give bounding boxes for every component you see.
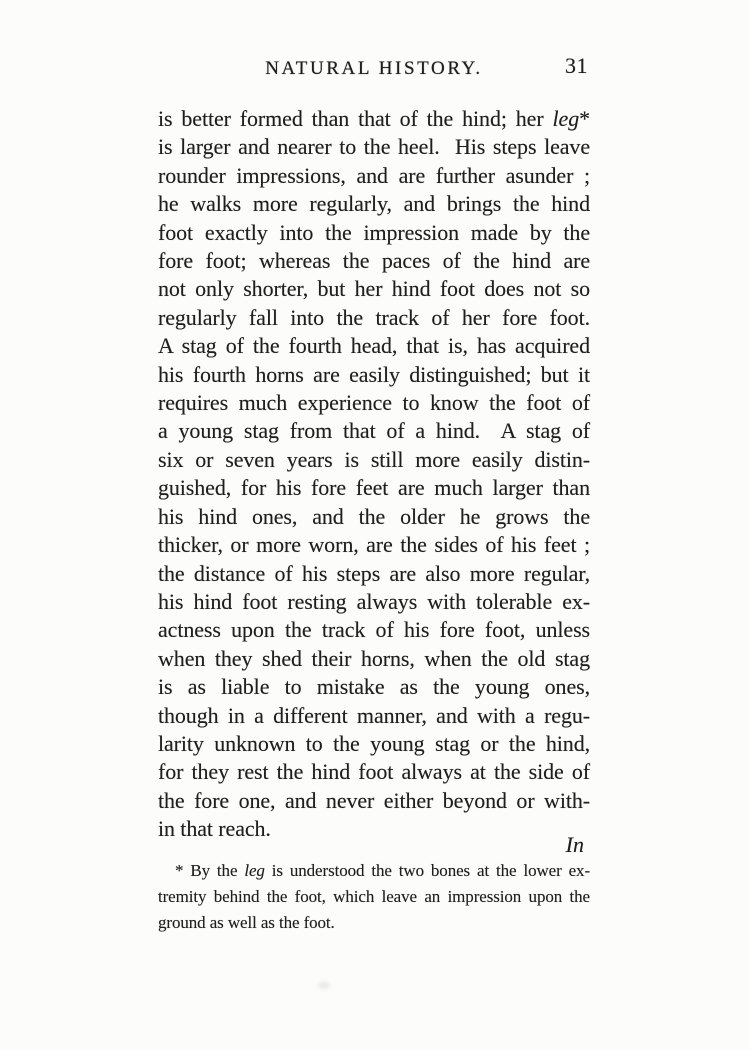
body-line: the fore one, and never either beyond or with- <box>158 787 590 813</box>
body-line: guished, for his fore feet are much larger than <box>158 475 590 501</box>
italic-text: leg <box>552 106 580 131</box>
catchword: In <box>565 831 584 857</box>
body-line: is larger and nearer to the heel. His steps leave <box>158 134 590 160</box>
body-text <box>158 105 590 844</box>
body-line: when they shed their horns, when the old stag <box>158 645 590 671</box>
body-line: his hind ones, and the older he grows the <box>158 503 590 529</box>
body-line: not only shorter, but her hind foot does not so <box>158 276 590 302</box>
body-line: fore foot; whereas the paces of the hind are <box>158 248 590 274</box>
body-line: is as liable to mistake as the young ones, <box>158 674 590 700</box>
italic-text: leg <box>244 860 265 880</box>
body-line: foot exactly into the impression made by the <box>158 219 590 245</box>
body-line: though in a different manner, and with a regu- <box>158 702 590 728</box>
running-title: NATURAL HISTORY. <box>265 58 483 79</box>
body-line: his fourth horns are easily distinguished; but it <box>158 361 590 387</box>
body-line: his hind foot resting always with tolerable ex- <box>158 588 590 614</box>
page-header <box>158 53 590 81</box>
body-line: a young stag from that of a hind. A stag of <box>158 418 590 444</box>
scan-smudge-artifact <box>318 982 330 989</box>
body-line: rounder impressions, and are further asunder ; <box>158 162 590 188</box>
body-line: requires much experience to know the foot of <box>158 390 590 416</box>
body-line: for they rest the hind foot always at the side of <box>158 759 590 785</box>
footnote <box>158 858 590 937</box>
body-line: actness upon the track of his fore foot, unless <box>158 617 590 643</box>
body-line: in that reach. <box>158 816 271 842</box>
body-line: six or seven years is still more easily distin- <box>158 446 590 472</box>
body-line: larity unknown to the young stag or the hind, <box>158 730 590 756</box>
page-number: 31 <box>565 53 588 78</box>
body-line: he walks more regularly, and brings the hind <box>158 191 590 217</box>
footnote-line: * By the leg is understood the two bones at the lower ex- <box>175 860 591 880</box>
body-line: is better formed than that of the hind; her leg* <box>158 106 590 131</box>
body-line: regularly fall into the track of her fore foot. <box>158 304 590 330</box>
body-line: the distance of his steps are also more regular, <box>158 560 590 586</box>
body-line: thicker, or more worn, are the sides of his feet ; <box>158 532 590 558</box>
footnote-line: ground as well as the foot. <box>158 913 335 933</box>
body-line: A stag of the fourth head, that is, has acquired <box>158 333 590 359</box>
footnote-line: tremity behind the foot, which leave an impression upon the <box>158 886 590 906</box>
